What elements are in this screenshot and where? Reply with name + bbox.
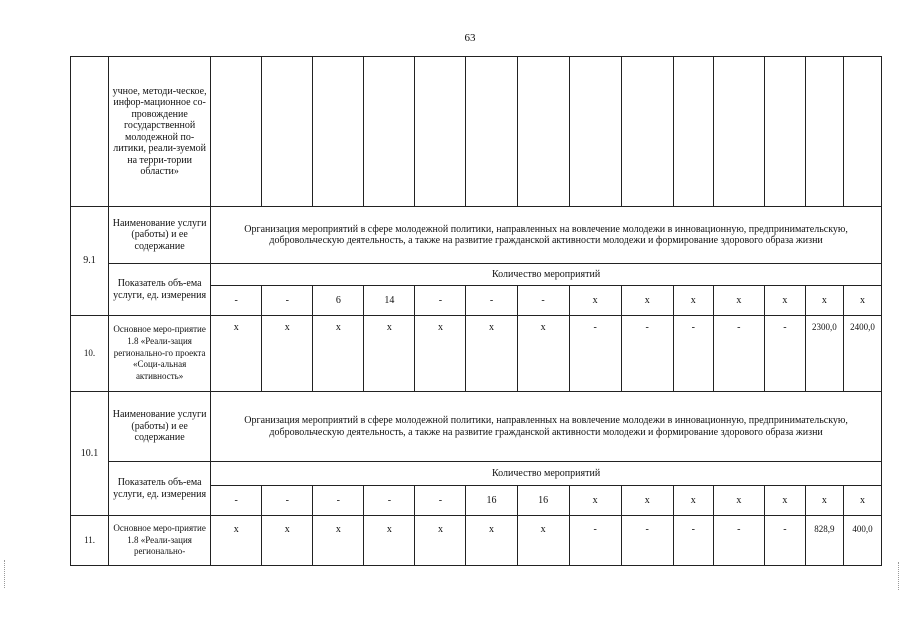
table-row	[71, 264, 882, 286]
value-cell: -	[621, 516, 673, 566]
value-cell: x	[262, 316, 313, 392]
value-cell: -	[713, 516, 764, 566]
value-cell	[517, 57, 569, 207]
row-name-cell: Наименование услуги (работы) и ее содержание	[109, 207, 211, 264]
row-number-cell: 9.1	[71, 207, 109, 316]
value-cell: x	[313, 316, 364, 392]
value-cell: -	[673, 516, 713, 566]
value-cell	[313, 57, 364, 207]
value-cell: -	[621, 316, 673, 392]
value-cell: -	[764, 316, 805, 392]
value-cell: 16	[517, 486, 569, 516]
value-cell	[843, 57, 881, 207]
value-cell	[569, 57, 621, 207]
row-name-cell: Наименование услуги (работы) и ее содержание	[109, 392, 211, 462]
row-number-cell: 11.	[71, 516, 109, 566]
scan-edge-mark	[898, 562, 903, 590]
value-cell: -	[364, 486, 415, 516]
value-cell: 828,9	[805, 516, 843, 566]
value-cell: -	[466, 286, 517, 316]
value-cell	[466, 57, 517, 207]
row-number-cell	[71, 57, 109, 207]
value-cell: x	[805, 486, 843, 516]
value-cell: x	[673, 286, 713, 316]
value-cell: x	[569, 486, 621, 516]
indicator-unit: Количество мероприятий	[211, 264, 882, 286]
value-cell: -	[415, 486, 466, 516]
value-cell	[805, 57, 843, 207]
value-cell: x	[673, 486, 713, 516]
value-cell: -	[211, 486, 262, 516]
scan-edge-mark	[4, 560, 9, 588]
value-cell: -	[713, 316, 764, 392]
value-cell: x	[211, 516, 262, 566]
value-cell: 400,0	[843, 516, 881, 566]
page-number: 63	[464, 32, 476, 44]
row-name-cell: Основное меро-приятие 1.8 «Реали-зация регионально-	[109, 516, 211, 566]
value-cell: x	[466, 516, 517, 566]
value-cell: x	[713, 486, 764, 516]
row-number-cell: 10.	[71, 316, 109, 392]
table-row	[71, 207, 882, 264]
value-cell: -	[569, 316, 621, 392]
value-cell: x	[415, 316, 466, 392]
value-cell: -	[517, 286, 569, 316]
value-cell: x	[843, 286, 881, 316]
row-number-cell: 10.1	[71, 392, 109, 516]
program-table	[70, 56, 882, 566]
value-cell: -	[262, 286, 313, 316]
value-cell: -	[313, 486, 364, 516]
value-cell	[713, 57, 764, 207]
indicator-label: Показатель объ-ема услуги, ед. измерения	[109, 462, 211, 516]
value-cell: -	[764, 516, 805, 566]
value-cell: -	[569, 516, 621, 566]
value-cell	[764, 57, 805, 207]
value-cell: x	[805, 286, 843, 316]
value-cell: x	[764, 286, 805, 316]
value-cell: x	[364, 516, 415, 566]
value-cell: -	[415, 286, 466, 316]
value-cell	[364, 57, 415, 207]
value-cell: 14	[364, 286, 415, 316]
value-cell: -	[262, 486, 313, 516]
value-cell: x	[764, 486, 805, 516]
value-cell: x	[569, 286, 621, 316]
value-cell: 2300,0	[805, 316, 843, 392]
table-row	[71, 392, 882, 462]
value-cell: x	[621, 286, 673, 316]
table-row	[71, 316, 882, 392]
value-cell: x	[517, 316, 569, 392]
value-cell: x	[621, 486, 673, 516]
value-cell: -	[211, 286, 262, 316]
indicator-unit: Количество мероприятий	[211, 462, 882, 486]
service-description: Организация мероприятий в сфере молодежной политики, направленных на вовлечение молодежи в инновационную, предпринимательскую, добровольческую деятельность, а также на развитие гражданской активности молодежи и формирование здорового образа жизни	[211, 207, 882, 264]
value-cell: x	[262, 516, 313, 566]
value-cell	[262, 57, 313, 207]
row-name-cell: учное, методи-ческое, инфор-мационное со-провождение государственной молодежной по-литики, реали-зуемой на терри-тории области»	[109, 57, 211, 207]
value-cell: x	[415, 516, 466, 566]
table-row	[71, 57, 882, 207]
value-cell	[211, 57, 262, 207]
value-cell	[673, 57, 713, 207]
row-name-cell: Основное меро-приятие 1.8 «Реали-зация регионально-го проекта «Соци-альная активность»	[109, 316, 211, 392]
value-cell: -	[673, 316, 713, 392]
indicator-label: Показатель объ-ема услуги, ед. измерения	[109, 264, 211, 316]
value-cell: 6	[313, 286, 364, 316]
table-row	[71, 462, 882, 486]
value-cell: 2400,0	[843, 316, 881, 392]
value-cell: x	[517, 516, 569, 566]
value-cell	[621, 57, 673, 207]
value-cell: x	[313, 516, 364, 566]
value-cell: x	[843, 486, 881, 516]
value-cell: x	[364, 316, 415, 392]
table-row	[71, 516, 882, 566]
value-cell: 16	[466, 486, 517, 516]
value-cell	[415, 57, 466, 207]
service-description: Организация мероприятий в сфере молодежной политики, направленных на вовлечение молодежи в инновационную, предпринимательскую, добровольческую деятельность, а также на развитие гражданской активности молодежи и формирование здорового образа жизни	[211, 392, 882, 462]
value-cell: x	[211, 316, 262, 392]
value-cell: x	[466, 316, 517, 392]
value-cell: x	[713, 286, 764, 316]
